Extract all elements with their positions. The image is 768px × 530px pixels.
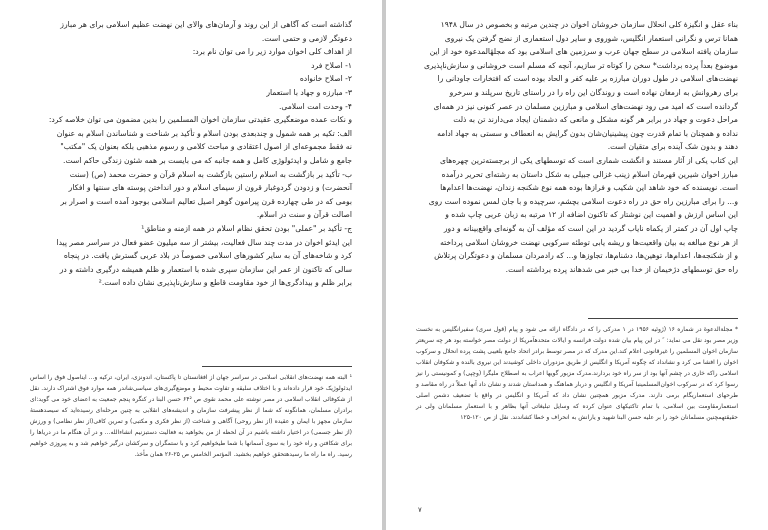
- footnote-line: ² حسن البنا در کنگره پنجم جمعیت به اعضای خود می گوید:: [36, 396, 192, 403]
- footnote-line: مقاومت بین اسلامی، با تمام تاکتیکهای عنوان کرده که وسایل تبلیغاتی آنها بظاهر و با استعمار مسلمانان ولی در حقیقت: [416, 403, 738, 421]
- body-text-line: ۲- اصلاح خانواده: [299, 74, 352, 84]
- footnote-line: داد که چگونه آمریکا و انگلیس از طریق مزدوران داخلی کوشیدند این نیروی بالنده و شکوفان انقلاب اسلامی را: [416, 359, 738, 377]
- footnote-line: ای برادران مسلمان، همانگونه که شما از نظر پیشرفت سازمان و اندیشه‌های انقلابی به چنین مرحله‌ای رسیده‌اید که سیصد: [30, 396, 352, 414]
- footnote-line: این مدرک که در مصر توسط برادر اتحاد جامع بلعیبی پشت پرده انحلال و سرکوب اخوان را افشا می کرد و نشان: [416, 348, 738, 366]
- body-text-line: نهضت‌های اسلامی در طول دوران مبارزه بر علیه کفر و الحاد بوده است که افتخارات جاودانی را: [437, 74, 738, 84]
- right-page-body: [416, 18, 738, 276]
- body-text-line: ج- تأکید بر "عملی" بودن تحقق نظام اسلام در همه ازمنه و مناطق¹: [141, 223, 352, 233]
- right-page: [386, 0, 768, 530]
- left-page-body: [30, 18, 352, 290]
- body-text-line: این اساس ارزش و اهمیت این نوشتار که تاکنون اضافه از ۱۲ مرتبه به زبان عربی چاپ شده و: [445, 210, 738, 220]
- body-text-line: جامع و شامل و ایدئولوژی کامل و همه جانبه که می بایست بر همه شئون زندگی حاکم است.: [63, 155, 352, 165]
- body-text-line: و از شکنجه‌ها، اعدام‌ها، توهین‌ها، دشنام‌ها، تجاوزها و... که رادمردان مسلمان و دعوتگران پرتلاش: [434, 251, 738, 261]
- body-text-line: بومی که در طی چهارده قرن پیرامون گوهر اصیل تعالیم اسلامی بوجود آمده است و اصرار بر: [60, 196, 352, 206]
- footnote-line: * مجلةالدعوة در شماره ۱۶ (ژوئیه ۱۹۵۶ در ۱ مدرکی را که در دادگاه ارائه می شود و پیام (قول سری) سفیر: [460, 326, 739, 333]
- footnote-divider: [202, 366, 352, 367]
- footnote-line: با آمریکا و انگلیس و دربار هماهنگ و همداستان شدند و نشان داد آنها عملاً در راه مقاصد و طرحهای استعماری: [416, 381, 738, 399]
- body-text-line: آنحضرت) و زدودن گردوغبار قرون از سیمای اسلام و دور انداختن پوسته های سنتها و افکار: [68, 183, 352, 193]
- body-text-line: برابر ظلم و بیدادگری‌ها از خود مقاومت قاطع و سازش‌ناپذیری نشان داده است.²: [98, 278, 352, 288]
- body-text-line: ۱- اصلاح فرد: [311, 60, 352, 70]
- footnote-line: گام برمی دارند. مدرک مزبور همچنین نشان داد که آمریکا و انگلیس در واقع با تضعیف دشمن اصلی استعمار: [416, 392, 738, 410]
- footnote-line: همچنین مسلمانان خود را بر علیه حسن البنا شهید و یارانش به انحراف و خطا کشاندند. نقل از ص ۱۲۰-۱۲۵: [460, 414, 725, 421]
- body-text-line: گذاشته است که آگاهی از این روند و آرمان‌های والای این نهضت عظیم اسلامی برای هر مبارز: [60, 20, 352, 29]
- footnote-line: ¹ البته همه نهضت‌های انقلابی اسلامی در سراسر جهان از افغانستان تا پاکستان، اندونزی، ایران، ترکیه و... این: [81, 374, 353, 381]
- body-text-line: از اهداف کلی اخوان موارد زیر را می توان نام برد:: [192, 47, 352, 57]
- body-text-line: ۴- وحدت امت اسلامی.: [278, 101, 352, 111]
- footnote-line: (از نظر نظامی) و ورزش (از نظر جسمی) در اختیار داشته باشیم در آن لحظه از من بخواهید به فعالیت دست: [30, 418, 352, 436]
- footnote-line: آمریکا از دولت مصر خواسته بود هر چه سریعتر سازمان اخوان المسلمین را غیرقانونی اعلام کند.: [416, 337, 738, 355]
- body-text-line: نداده و همچنان با تمام قدرت چون پیشینیان‌شان بدون گرایش به انعطاف و سستی به جهاد ادامه: [437, 128, 738, 138]
- body-text-line: ۳- مبارزه و جهاد با استعمار: [266, 87, 352, 97]
- body-text-line: گردانده است که امید می رود نهضت‌های اسلامی و مبارزین مسلمان در عصر کنونی نیز در همه‌ای: [433, 101, 738, 111]
- body-text-line: راه حق توسطهای دژخیمان از خدا بی خبر می شدهاند پرده برداشته است.: [505, 264, 738, 274]
- body-text-line: دهند و بدون شک آینده برای متقیان است.: [607, 142, 738, 152]
- body-text-line: همانا ترس و نگرانی استعمار انگلیس، شوروی و سایر دول استعماری از نضج گرفتن یک نیروی: [444, 33, 738, 43]
- body-text-line: اصالت قرآن و سنت در اسلام.: [256, 210, 352, 220]
- footnote-line: تحقق خواهیم بخشید. المؤتمر الخامس ص ۲۵-۲۶ همان مأخذ.: [134, 451, 287, 458]
- footnote-divider: [588, 318, 738, 319]
- body-text-line: کرد و شاخه‌های آن به سایر کشورهای اسلامی خصوصاً در بلاد عربی گسترش یافت. در پنجاه: [63, 251, 352, 261]
- footnote-line: بزنیم انشاءالله... و در آن هنگام ما در دریاها را برای شکافتن و راه خود را به سوی آسمانها با شما طی: [30, 429, 352, 447]
- body-text-line: ب- تأکید بر بازگشت به اسلام راستین بازگشت به اسلام قرآن و حضرت محمد (ص) (سنت: [69, 169, 352, 179]
- footnote-line: در همه موارد فوق اشتراک دارند. نقل از شکوفائی انقلاب اسلامی در مصر نوشته علی محمد نقوی ص ۶۴: [30, 385, 353, 403]
- body-text-line: دعوتگر لازمی و حتمی است.: [261, 33, 352, 43]
- footnote-line: اصول فوق را اساس ایدئولوژیک خود قرار داده‌اند و با اختلاف سلیقه و تفاوت محیط و موضع‌گیری‌های سیاسی‌شان: [30, 374, 353, 392]
- body-text-line: و... را برای مبارزین راه حق در راه دعوت اسلامی بچشم، سرچیده و با جان لمس نموده است روی: [428, 196, 738, 206]
- body-text-line: برای رهروانش به ارمغان نهاده است و روندگان این راه را در راستای تاریخ سرپلند و سرخرو: [449, 87, 738, 97]
- right-page-footnotes: [416, 324, 738, 423]
- left-page-footnotes: [30, 372, 352, 460]
- body-text-line: این کتاب یکی از آثار مستند و انگشت شماری است که توسطهای یکی از برجسته‌ترین چهره‌های: [440, 155, 738, 165]
- body-text-line: مراحل دعوت و جهاد در برابر هر گونه مشکل و مانعی که دشمنان ایجاد می‌دارند تن به ذلت: [453, 115, 738, 125]
- footnote-line: انگلیس به نخست وزیر مصر بود نقل می نماید: ″ در این پیام بیان شده دولت فرانسه و ایالات متحده: [416, 326, 738, 344]
- body-text-line: این ایدئو اخوان در مدت چند سال فعالیت، بیشتر از سه میلیون عضو فعال در سراسر مصر پیدا: [56, 237, 352, 247]
- footnote-line: خواهیم کرد و با ستمگران و سرکشان درگیر خواهیم شد و به پیروزی خواهیم رسید. راه ما راه ما رسیده: [30, 440, 352, 458]
- body-text-line: چاپ اول آن در کمتر از یکماه نایاب گردید در این است که مؤلف آن به گونه‌ای واقع‌بینانه و دور: [443, 223, 738, 233]
- body-text-line: موضوع بعداً پرده برداشت* سخن را کوتاه تر سازیم، آنچه که مسلم است خروشانی و سازش‌ناپذیری: [423, 60, 738, 70]
- footnote-line: که خاری در چشم آنها بود از سر راه خود بردارند.: [591, 370, 713, 377]
- body-text-line: بناء عقل و انگیزهٔ کلی انحلال سازمان خروشان اخوان در چندین مرتبه و بخصوص در سال ۱۹۴۸: [440, 20, 738, 29]
- body-text-line: از هر نوع مبالغه به بیان واقعیت‌ها و ریشه یابی توطئه سرکوبی نهضت خروشان اسلامی پرداخته: [440, 237, 738, 247]
- body-text-line: مبارز اخوان شیرین قهرمان اسلام زینب غزالی جبیلی به شکل داستان به رشته‌ای تحریر درآمده: [441, 169, 738, 179]
- footnote-line: هستهٔ سازمان مجهز با ایمان و عقیده (از نظر روحی) آگاهی و شناخت (از نظر فکری و مکتبی) و تمرین کافی: [30, 407, 352, 425]
- body-text-line: است. نویسنده که خود شاهد این شکیب و فرازها بوده همه نوع شکنجه زندان، نهضت‌ها اعدام‌ها: [440, 183, 738, 193]
- body-text-line: و نکات عمده موضعگیری عقیدتی سازمان اخوان المسلمین را بدین مضمون می توان خلاصه کرد:: [48, 115, 352, 125]
- page-number: ۷: [418, 506, 422, 514]
- left-page: [0, 0, 382, 530]
- body-text-line: الف: تکیه بر همه شمول و چندبعدی بودن اسلام و تأکید بر شناخت و شناساندن اسلام به عنوان: [56, 128, 352, 138]
- footnote-line: مدرک مزبور گویها اعراب به اصطلاح ملیگرا (وچپی) و کمونیستی را نیز رسوا کرد که در سرکوب اخوان‌المسلمین: [416, 370, 738, 388]
- body-text-line: سالی که تاکنون از عمر این سازمان سپری شده با استعمار و ظلم همیشه درگیری داشته و در: [59, 264, 352, 274]
- body-text-line: سازمان یافته اسلامی در سطح جهان عرب و سرزمین های اسلامی بود که مجلهٔالمدعوة خود از این: [429, 47, 738, 57]
- body-text-line: نه فقط مجموعه‌ای از اصول اعتقادی و مباحث کلامی و رسوم مذهبی بلکه بعنوان یک "مکتب": [60, 142, 352, 152]
